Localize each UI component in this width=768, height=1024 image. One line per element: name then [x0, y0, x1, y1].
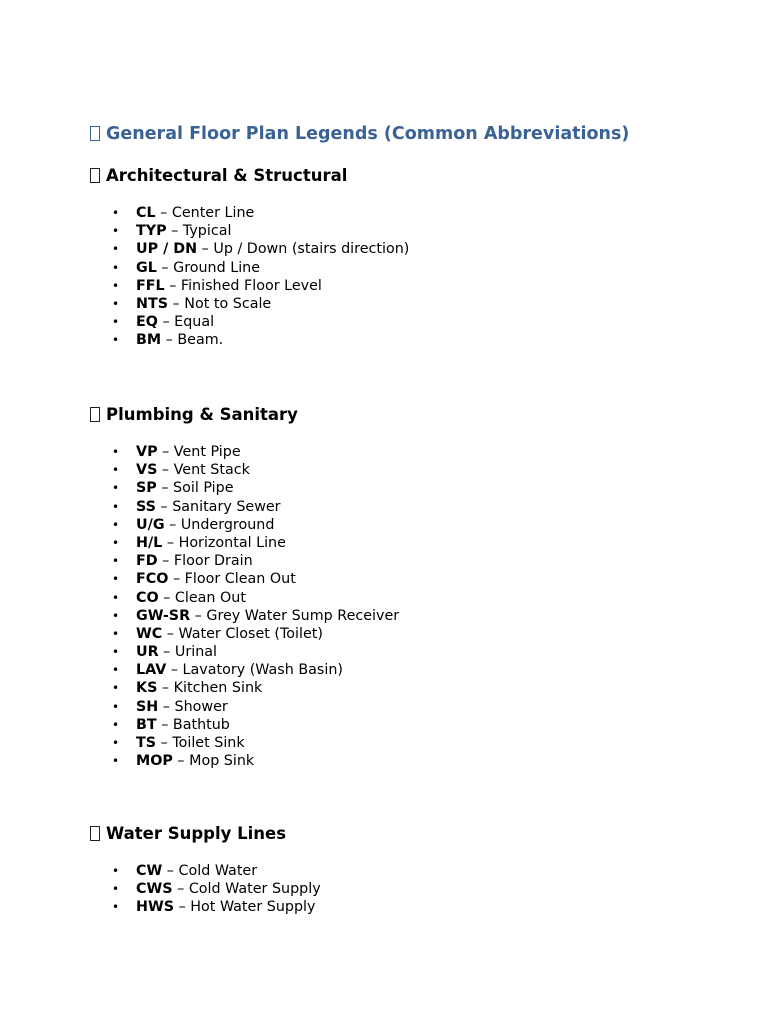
description: Typical	[182, 223, 232, 240]
separator: –	[164, 516, 181, 533]
abbreviation: GW-SR	[136, 607, 191, 624]
separator: –	[156, 480, 174, 497]
separator: –	[157, 680, 174, 697]
list-item	[90, 313, 730, 331]
bullet: •	[112, 864, 120, 878]
abbreviation: EQ	[136, 314, 158, 331]
description: Cold Water Supply	[188, 881, 321, 898]
abbreviation: FFL	[136, 277, 165, 294]
separator: –	[158, 644, 175, 661]
bullet: •	[112, 626, 120, 641]
separator: –	[172, 881, 189, 898]
bullet: •	[112, 572, 120, 587]
missing-glyph-icon	[90, 407, 100, 422]
abbreviation: SH	[136, 698, 159, 715]
abbreviation: FD	[136, 553, 158, 570]
bullet: •	[112, 445, 120, 459]
description: Urinal	[174, 644, 217, 661]
list-item	[90, 331, 730, 349]
bullet: •	[112, 754, 120, 769]
legend-list	[90, 204, 730, 350]
separator: –	[162, 863, 179, 879]
list-item	[90, 880, 730, 898]
bullet: •	[112, 663, 120, 678]
list-item	[90, 898, 730, 916]
section-heading-text: Architectural & Structural	[106, 166, 348, 185]
separator: –	[156, 259, 174, 276]
abbreviation: TS	[136, 735, 157, 751]
description: Grey Water Sump Receiver	[206, 607, 400, 624]
abbreviation: U/G	[136, 516, 165, 533]
description: Not to Scale	[184, 295, 272, 312]
bullet: •	[112, 554, 120, 569]
bullet: •	[112, 206, 120, 220]
legend-list	[90, 862, 730, 917]
abbreviation: UP / DN	[136, 241, 198, 258]
missing-glyph-icon	[90, 126, 100, 141]
section-heading	[90, 823, 730, 845]
description: Bathtub	[172, 716, 230, 733]
bullet: •	[112, 590, 120, 605]
abbreviation: LAV	[136, 662, 167, 679]
abbreviation: CL	[136, 205, 156, 221]
bullet: •	[112, 681, 120, 696]
separator: –	[158, 698, 175, 715]
list-item	[90, 461, 730, 479]
separator: –	[197, 241, 214, 258]
document-title	[90, 123, 629, 145]
bullet: •	[112, 278, 120, 293]
separator: –	[162, 534, 179, 551]
bullet: •	[112, 736, 120, 750]
description: Equal	[174, 314, 215, 331]
bullet: •	[112, 333, 120, 348]
separator: –	[172, 753, 190, 770]
separator: –	[157, 444, 174, 460]
list-item	[90, 443, 730, 461]
separator: –	[157, 314, 175, 331]
separator: –	[166, 662, 183, 679]
description: Water Closet (Toilet)	[178, 625, 323, 642]
abbreviation: VS	[136, 462, 158, 479]
separator: –	[157, 462, 174, 479]
abbreviation: H/L	[136, 534, 163, 551]
separator: –	[157, 553, 174, 570]
abbreviation: HWS	[136, 899, 175, 916]
abbreviation: WC	[136, 625, 163, 642]
abbreviation: GL	[136, 259, 157, 276]
list-item	[90, 716, 730, 734]
section-heading-text: Plumbing & Sanitary	[106, 405, 298, 424]
description: Beam.	[177, 332, 224, 349]
description: Vent Pipe	[173, 444, 241, 460]
bullet: •	[112, 242, 120, 257]
list-item	[90, 661, 730, 679]
list-item	[90, 204, 730, 222]
separator: –	[168, 571, 185, 588]
description: Underground	[180, 516, 275, 533]
abbreviation: BT	[136, 716, 157, 733]
separator: –	[162, 625, 179, 642]
bullet: •	[112, 900, 120, 915]
separator: –	[156, 735, 173, 751]
bullet: •	[112, 699, 120, 714]
bullet: •	[112, 882, 120, 897]
section-heading	[90, 165, 730, 187]
list-item	[90, 625, 730, 643]
missing-glyph-icon	[90, 168, 100, 183]
missing-glyph-icon	[90, 826, 100, 841]
list-item	[90, 534, 730, 552]
list-item	[90, 734, 730, 752]
separator: –	[190, 607, 207, 624]
bullet: •	[112, 717, 120, 732]
bullet: •	[112, 535, 120, 550]
list-item	[90, 479, 730, 497]
list-item	[90, 259, 730, 277]
list-item	[90, 643, 730, 661]
bullet: •	[112, 608, 120, 623]
description: Kitchen Sink	[173, 680, 263, 697]
list-item	[90, 698, 730, 716]
legend-list	[90, 443, 730, 770]
abbreviation: VP	[136, 444, 158, 460]
description: Vent Stack	[173, 462, 250, 479]
abbreviation: CW	[136, 863, 163, 879]
separator: –	[156, 716, 173, 733]
description: Soil Pipe	[173, 480, 234, 497]
section-heading	[90, 404, 730, 426]
description: Hot Water Supply	[190, 899, 316, 916]
separator: –	[158, 589, 175, 606]
section-water-supply-lines	[90, 823, 730, 917]
description: Center Line	[171, 205, 255, 221]
bullet: •	[112, 463, 120, 478]
abbreviation: BM	[136, 332, 162, 349]
abbreviation: UR	[136, 644, 159, 661]
separator: –	[168, 295, 185, 312]
section-architectural-structural	[90, 165, 730, 350]
description: Lavatory (Wash Basin)	[182, 662, 343, 679]
bullet: •	[112, 481, 120, 496]
bullet: •	[112, 499, 120, 514]
bullet: •	[112, 517, 120, 532]
separator: –	[164, 277, 181, 294]
list-item	[90, 222, 730, 240]
abbreviation: KS	[136, 680, 158, 697]
bullet: •	[112, 315, 120, 330]
description: Floor Clean Out	[184, 571, 296, 588]
list-item	[90, 295, 730, 313]
description: Clean Out	[174, 589, 246, 606]
list-item	[90, 862, 730, 880]
description: Shower	[174, 698, 228, 715]
list-item	[90, 240, 730, 258]
separator: –	[155, 498, 173, 515]
description: Toilet Sink	[172, 735, 245, 751]
bullet: •	[112, 224, 120, 239]
list-item	[90, 277, 730, 295]
list-item	[90, 552, 730, 570]
document-title-text: General Floor Plan Legends (Common Abbreviations)	[106, 124, 630, 144]
list-item	[90, 498, 730, 516]
description: Mop Sink	[189, 753, 255, 770]
list-item	[90, 752, 730, 770]
list-item	[90, 607, 730, 625]
separator: –	[174, 899, 191, 916]
bullet: •	[112, 296, 120, 311]
list-item	[90, 679, 730, 697]
bullet: •	[112, 260, 120, 275]
abbreviation: CWS	[136, 881, 173, 898]
description: Cold Water	[178, 863, 258, 879]
abbreviation: SP	[136, 480, 157, 497]
separator: –	[166, 223, 183, 240]
abbreviation: FCO	[136, 571, 169, 588]
bullet: •	[112, 645, 120, 660]
list-item	[90, 570, 730, 588]
abbreviation: NTS	[136, 295, 169, 312]
abbreviation: TYP	[136, 223, 167, 240]
description: Finished Floor Level	[180, 277, 322, 294]
separator: –	[155, 205, 172, 221]
abbreviation: CO	[136, 589, 159, 606]
section-heading-text: Water Supply Lines	[106, 824, 287, 843]
description: Ground Line	[173, 259, 261, 276]
description: Sanitary Sewer	[172, 498, 281, 515]
list-item	[90, 516, 730, 534]
abbreviation: MOP	[136, 753, 173, 770]
section-plumbing-sanitary	[90, 404, 730, 770]
description: Up / Down (stairs direction)	[213, 241, 410, 258]
description: Floor Drain	[173, 553, 253, 570]
separator: –	[161, 332, 178, 349]
list-item	[90, 589, 730, 607]
abbreviation: SS	[136, 498, 156, 515]
description: Horizontal Line	[178, 534, 286, 551]
